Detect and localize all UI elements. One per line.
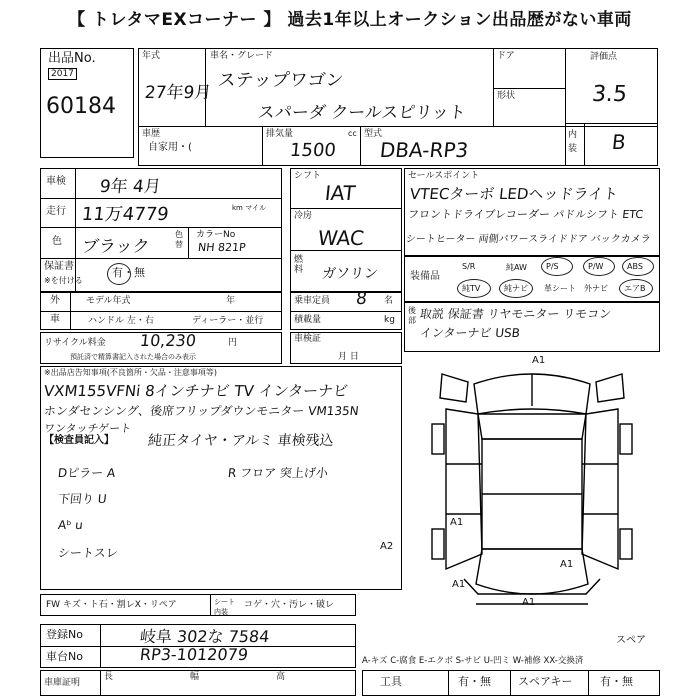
damage-mark-3: A2 <box>380 541 394 552</box>
ac-label: 冷房 <box>294 211 313 221</box>
damage-mark-5: A1 <box>560 559 574 570</box>
year-label: 年式 <box>142 51 161 61</box>
score-value: 3.5 <box>590 82 629 107</box>
circle-pw <box>583 257 615 276</box>
deadline-label: 車検証 <box>294 334 322 344</box>
lot-label: 出品No. <box>48 51 96 66</box>
sales-point-line-3: シートヒーター 両側パワースライドドア バックカメラ <box>405 234 652 245</box>
damage-mark-6: A1 <box>522 597 536 608</box>
spare-label: スペア <box>616 635 646 646</box>
equip-abs: ABS <box>627 262 643 271</box>
lot-year-tag: 2017 <box>48 68 77 80</box>
seat-options: コゲ・穴・汚レ・破レ <box>244 600 335 610</box>
length-label: 長 <box>104 672 114 682</box>
spare-key-options: 有・無 <box>600 675 633 688</box>
registration-value: 岐阜 302な 7584 <box>138 627 271 646</box>
notes-header: ※出品店告知事項(不良箇所・欠品・注意事項等) <box>44 368 217 377</box>
chassis-value: RP3-1012079 <box>139 645 249 664</box>
recycle-unit: 円 <box>228 338 238 348</box>
equip-navi: 純ナビ <box>504 284 528 293</box>
model-year-unit: 年 <box>226 296 236 306</box>
circle-abs <box>622 257 654 276</box>
inspector-note-5: R フロア 突上げ小 <box>227 466 329 480</box>
grade-value: スパーダ クールスピリット <box>256 103 467 123</box>
height-label: 高 <box>276 672 286 682</box>
model-value: DBA-RP3 <box>378 138 470 162</box>
notes-inspector-label: 【検査員記入】 <box>44 435 114 446</box>
notes-line-3: ワンタッチゲート <box>43 422 132 435</box>
inspector-note-1: Dピラー A <box>57 466 116 480</box>
car-history-label: 車歴 <box>142 129 161 139</box>
sales-point-line-2: フロントドライブレコーダー パドルシフト ETC <box>407 208 644 221</box>
circle-tv <box>457 279 491 298</box>
shift-value: IAT <box>323 181 357 205</box>
handle-options: ハンドル 左・右 <box>88 316 154 326</box>
circle-ps <box>541 257 573 276</box>
equip-ps: P/S <box>546 262 559 271</box>
accessories-label: 後部 <box>408 306 416 325</box>
ac-value: WAC <box>316 226 366 250</box>
damage-legend: A-キズ C-腐食 E-エクボ S-サビ U-凹ミ W-補修 XX-交換済 <box>362 656 584 666</box>
equip-ext-navi: 外ナビ <box>584 284 608 293</box>
warranty-label: 保証書 <box>44 261 74 272</box>
color-no-value: NH 821P <box>197 241 247 254</box>
displacement-label: 排気量 <box>266 129 294 139</box>
sales-points-label: セールスポイント <box>408 171 480 181</box>
capacity-label: 乗車定員 <box>294 296 331 306</box>
model-label: 型式 <box>364 129 383 139</box>
car-damage-diagram <box>404 354 660 634</box>
year-value: 27年9月 <box>143 83 213 103</box>
vehicle-info-block <box>40 168 282 292</box>
displacement-value: 1500 <box>288 140 337 161</box>
recycle-sub: 預託済で精算書記入された場合のみ表示 <box>70 353 196 361</box>
chassis-label: 車台No <box>46 650 83 663</box>
load-unit: kg <box>384 315 395 325</box>
equipment-block <box>404 256 660 302</box>
garage-cert-label: 車庫証明 <box>44 678 81 688</box>
tools-label: 工具 <box>380 675 402 688</box>
equip-sr: S/R <box>462 262 476 271</box>
equipment-label: 装備品 <box>410 271 440 282</box>
equip-aw: 純AW <box>506 263 527 272</box>
capacity-unit: 名 <box>384 296 394 306</box>
warranty-options: 有・無 <box>112 266 145 279</box>
accessories-line-1: 取説 保証書 リヤモニター リモコン <box>419 307 612 321</box>
shift-label: シフト <box>294 171 322 181</box>
inspection-value: 9年 4月 <box>98 177 162 197</box>
load-label: 積載量 <box>294 315 322 325</box>
model-year-label: モデル年式 <box>86 296 131 306</box>
color-value: ブラック <box>80 237 151 257</box>
equip-airbag: エアB <box>624 284 646 293</box>
width-label: 幅 <box>190 672 200 682</box>
fuel-label: 燃料 <box>294 255 304 275</box>
damage-mark-2: A1 <box>450 517 464 528</box>
fuel-value: ガソリン <box>321 266 379 282</box>
color-no-label: カラーNo <box>196 230 236 240</box>
warranty-yes-circle <box>107 263 131 285</box>
recycle-label: リサイクル料金 <box>44 338 106 348</box>
capacity-value: 8 <box>354 289 368 309</box>
interior-value: B <box>610 130 627 154</box>
mileage-unit: km マイル <box>232 204 266 212</box>
inspector-note-2: 下回り U <box>57 492 108 506</box>
page-banner: 【 トレタマEXコーナー 】 過去1年以上オークション出品歴がない車両 <box>68 9 632 30</box>
spare-key-label: スペアキー <box>518 675 573 688</box>
color-label: 色 <box>52 236 62 247</box>
damage-mark-4: A1 <box>452 579 466 590</box>
recycle-value: 10,230 <box>139 331 197 350</box>
in-model-label: 車 <box>50 314 60 325</box>
tools-options: 有・無 <box>458 675 491 688</box>
color-change-label: 色替 <box>175 230 183 249</box>
deadline-unit: 月 日 <box>338 352 359 362</box>
sales-point-line-1: VTECターボ LEDヘッドライト <box>409 185 619 203</box>
damage-mark-1: A1 <box>532 355 546 366</box>
equip-pw: P/W <box>588 262 604 271</box>
warranty-sub: ※を付ける <box>44 276 83 285</box>
inspector-note-4: シートスレ <box>57 546 119 560</box>
equip-leather: 革シート <box>544 284 576 293</box>
circle-navi <box>499 279 533 298</box>
mileage-label: 走行 <box>46 206 66 217</box>
fw-label: FW キズ・ト石・割レX・リペア <box>46 600 177 610</box>
shape-label: 形状 <box>497 91 516 101</box>
notes-line-4: 純正タイヤ・アルミ 車検残込 <box>147 433 335 449</box>
score-label: 評価点 <box>590 52 618 62</box>
accessories-line-2: インターナビ USB <box>419 326 521 340</box>
notes-line-1: VXM155VFNi 8インチナビ TV インターナビ <box>43 382 349 400</box>
displacement-unit: cc <box>348 129 357 138</box>
mileage-value: 11万4779 <box>80 204 170 225</box>
inspector-note-3: Aᵇ u <box>57 518 84 532</box>
dealer-options: ディーラー・並行 <box>192 316 264 326</box>
notes-line-2: ホンダセンシング、後席フリップダウンモニター VM135N <box>43 404 360 418</box>
interior-label: 内装 <box>568 130 578 154</box>
inspection-label: 車検 <box>46 176 66 187</box>
out-model-label: 外 <box>50 295 60 306</box>
equip-tv: 純TV <box>462 284 481 293</box>
name-value: ステップワゴン <box>216 70 345 91</box>
name-label: 車名・グレード <box>210 51 274 61</box>
circle-airbag <box>619 279 653 298</box>
registration-label: 登録No <box>46 628 83 641</box>
seat-label: シート 内装 <box>214 598 235 616</box>
car-history-value: 自家用・( <box>148 142 192 153</box>
door-label: ドア <box>497 51 515 61</box>
lot-number: 60184 <box>46 94 116 119</box>
